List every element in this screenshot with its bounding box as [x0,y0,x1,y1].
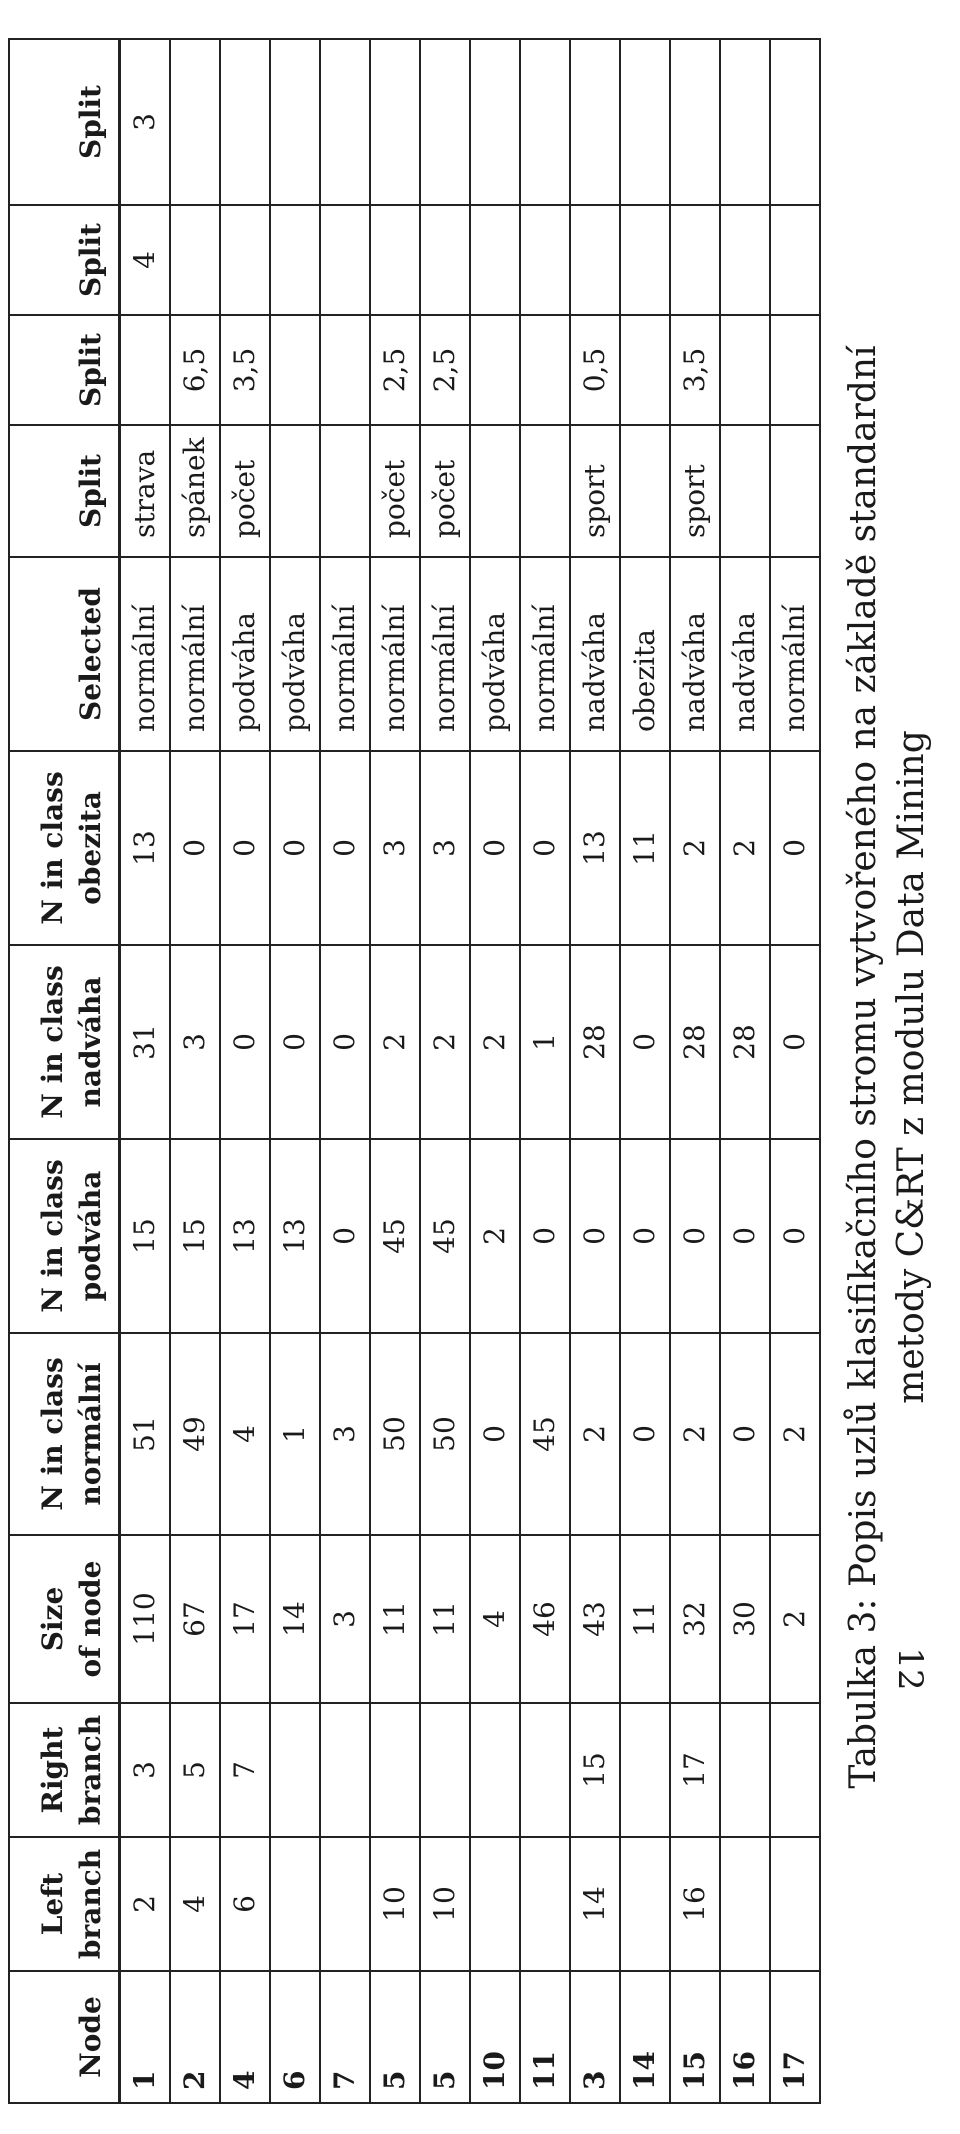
node-id-cell: 16 [720,1971,770,2103]
table-cell: 7 [220,1703,270,1837]
node-id-cell: 3 [570,1971,620,2103]
column-header-line-2: Split [74,85,107,160]
table-cell: 0 [270,751,320,945]
table-cell: 2 [570,1333,620,1535]
table-cell: 17 [220,1535,270,1703]
table-cell: 2,5 [370,315,420,425]
table-cell: 0 [270,945,320,1139]
table-cell: 0 [620,945,670,1139]
table-cell: 49 [170,1333,220,1535]
table-cell: 2 [770,1333,820,1535]
column-header-line-2: Split [74,333,107,408]
table-cell: 50 [370,1333,420,1535]
column-header-line-2: of node [74,1560,107,1678]
table-row [220,39,270,2103]
table-cell: 15 [570,1703,620,1837]
table-cell: 4 [220,1333,270,1535]
node-description-table [8,38,821,2104]
column-header [9,945,120,1139]
table-cell: 3 [420,751,470,945]
table-cell: 0 [570,1139,620,1333]
table-cell: 0 [520,751,570,945]
table-row [720,39,770,2103]
table-cell: 3 [120,39,171,205]
node-id-cell: 5 [420,1971,470,2103]
table-row [270,39,320,2103]
node-id-cell: 6 [270,1971,320,2103]
table-cell: 0 [720,1333,770,1535]
table-cell: 45 [370,1139,420,1333]
table-cell: 2 [770,1535,820,1703]
column-header [9,205,120,315]
table-cell [720,315,770,425]
table-cell: 14 [270,1535,320,1703]
table-cell: 0 [770,945,820,1139]
table-cell [770,425,820,557]
column-header-line-2: Node [74,1996,107,2078]
table-cell [620,315,670,425]
table-cell: 43 [570,1535,620,1703]
column-header [9,1971,120,2103]
table-row [670,39,720,2103]
table-cell [470,425,520,557]
table-cell [570,39,620,205]
table-cell: normální [120,557,171,751]
table-cell [670,39,720,205]
table-cell [470,1703,520,1837]
table-cell: 13 [570,751,620,945]
table-cell: 11 [620,751,670,945]
table-cell [620,205,670,315]
table-cell: 10 [420,1837,470,1971]
table-cell: 13 [120,751,171,945]
table-cell [470,205,520,315]
table-cell: 2 [420,945,470,1139]
table-row [570,39,620,2103]
table-cell: 14 [570,1837,620,1971]
table-cell: 2,5 [420,315,470,425]
table-cell: nadváha [570,557,620,751]
table-cell [520,205,570,315]
column-header-line-1: N in class [36,1159,69,1313]
table-cell: 110 [120,1535,171,1703]
table-cell: 28 [670,945,720,1139]
table-cell [470,1837,520,1971]
table-cell [520,39,570,205]
table-cell: 4 [120,205,171,315]
table-cell [620,425,670,557]
table-row [320,39,370,2103]
table-cell: 15 [170,1139,220,1333]
node-id-cell: 17 [770,1971,820,2103]
table-cell: 3 [320,1535,370,1703]
table-cell: 3,5 [220,315,270,425]
table-cell: podváha [270,557,320,751]
column-header-line-2: Split [74,223,107,298]
node-id-cell: 1 [120,1971,171,2103]
node-id-cell: 7 [320,1971,370,2103]
table-caption [840,0,936,2134]
table-cell [270,205,320,315]
column-header [9,751,120,945]
table-cell: 51 [120,1333,171,1535]
table-cell: 15 [120,1139,171,1333]
table-cell [420,1703,470,1837]
table-cell [570,205,620,315]
table-cell [220,39,270,205]
table-cell: podváha [470,557,520,751]
table-cell: 2 [670,1333,720,1535]
table-cell: počet [370,425,420,557]
page-number: 12 [890,1647,930,1691]
node-id-cell: 5 [370,1971,420,2103]
table-cell: 32 [670,1535,720,1703]
table-cell [470,39,520,205]
column-header [9,1703,120,1837]
table-cell: 0 [320,945,370,1139]
table-cell: 0 [670,1139,720,1333]
column-header-line-1: Right [36,1726,69,1814]
table-cell: sport [570,425,620,557]
node-id-cell: 15 [670,1971,720,2103]
column-header-line-2: branch [74,1848,107,1960]
table-cell: nadváha [720,557,770,751]
table-cell [270,39,320,205]
table-cell: 6 [220,1837,270,1971]
table-cell: 11 [370,1535,420,1703]
table-row [770,39,820,2103]
table-cell [770,1837,820,1971]
table-cell [270,1703,320,1837]
table-cell [120,315,171,425]
column-header-line-2: podváha [74,1170,107,1302]
column-header [9,425,120,557]
table-cell: 0 [770,1139,820,1333]
node-id-cell: 10 [470,1971,520,2103]
column-header [9,1139,120,1333]
table-cell: sport [670,425,720,557]
caption-line-2: metody C&RT z modulu Data Mining [891,730,932,1404]
table-cell: 10 [370,1837,420,1971]
column-header [9,315,120,425]
table-cell: 5 [170,1703,220,1837]
table-cell [320,425,370,557]
table-cell: 13 [220,1139,270,1333]
table-cell: 28 [720,945,770,1139]
table-cell: normální [770,557,820,751]
table-row [620,39,670,2103]
table-row [120,39,171,2103]
table-row [420,39,470,2103]
table-body [120,39,821,2103]
table-cell: 2 [470,1139,520,1333]
column-header [9,1333,120,1535]
table-cell [770,39,820,205]
table-cell: 3 [320,1333,370,1535]
table-cell [720,205,770,315]
table-cell: 2 [370,945,420,1139]
table-cell [520,315,570,425]
column-header-line-1: N in class [36,965,69,1119]
column-header-line-2: Selected [74,587,107,721]
column-header [9,1837,120,1971]
table-cell: 0 [620,1333,670,1535]
table-cell: 67 [170,1535,220,1703]
node-id-cell: 14 [620,1971,670,2103]
column-header-line-1: N in class [36,771,69,925]
table-cell: podváha [220,557,270,751]
table-cell: 0 [520,1139,570,1333]
caption-line-1: Tabulka 3: Popis uzlů klasifikačního stromu vytvořeného na základě standardní [843,345,884,1789]
table-row [370,39,420,2103]
table-cell: nadváha [670,557,720,751]
table-cell [320,1703,370,1837]
table-row [170,39,220,2103]
table-cell [320,315,370,425]
table-cell [420,205,470,315]
table-cell: 17 [670,1703,720,1837]
table-cell: 4 [470,1535,520,1703]
table-cell [220,205,270,315]
table-cell: normální [520,557,570,751]
table-cell: 3,5 [670,315,720,425]
table-cell [520,1703,570,1837]
table-cell [370,1703,420,1837]
table-cell: 1 [270,1333,320,1535]
table-cell: počet [420,425,470,557]
table-cell [720,39,770,205]
table-cell [320,39,370,205]
table-cell [770,205,820,315]
column-header-line-2: Split [74,454,107,529]
table-cell: 2 [120,1837,171,1971]
table-cell: normální [370,557,420,751]
column-header-line-1: Left [36,1872,69,1936]
table-cell: 45 [420,1139,470,1333]
table-cell [720,425,770,557]
table-cell: 1 [520,945,570,1139]
table-cell: normální [320,557,370,751]
table-cell: 0 [320,751,370,945]
table-cell: strava [120,425,171,557]
table-cell: 0,5 [570,315,620,425]
column-header-line-1: N in class [36,1357,69,1511]
table-cell: 11 [420,1535,470,1703]
table-cell: 0 [770,751,820,945]
table-cell [520,425,570,557]
table-cell [620,1703,670,1837]
column-header-line-1: Size [36,1586,69,1652]
table-cell: 46 [520,1535,570,1703]
table-cell: 3 [170,945,220,1139]
column-header-line-2: normální [74,1362,107,1506]
column-header-line-2: nadváha [74,976,107,1108]
table-cell: 3 [370,751,420,945]
table-header-row [9,39,120,2103]
table-cell: 0 [320,1139,370,1333]
node-id-cell: 2 [170,1971,220,2103]
table-cell: 0 [720,1139,770,1333]
table-row [520,39,570,2103]
table-cell [370,39,420,205]
table-cell [420,39,470,205]
table-cell [170,205,220,315]
table-cell: 2 [720,751,770,945]
table-cell: 0 [470,751,520,945]
table-cell: 45 [520,1333,570,1535]
table-cell: 0 [620,1139,670,1333]
table-cell: 6,5 [170,315,220,425]
table-cell [770,315,820,425]
table-cell: 4 [170,1837,220,1971]
column-header-line-2: obezita [74,791,107,905]
table-cell: 30 [720,1535,770,1703]
table-cell: 0 [470,1333,520,1535]
table-cell: 2 [670,751,720,945]
table-cell [720,1837,770,1971]
table-cell [320,205,370,315]
table-cell: 2 [470,945,520,1139]
table-cell: normální [170,557,220,751]
table-cell: 11 [620,1535,670,1703]
table-cell [720,1703,770,1837]
node-id-cell: 4 [220,1971,270,2103]
table-cell: spánek [170,425,220,557]
table-cell: 0 [170,751,220,945]
table-cell: 31 [120,945,171,1139]
column-header [9,39,120,205]
table-cell [470,315,520,425]
table-cell: 16 [670,1837,720,1971]
table-cell: 13 [270,1139,320,1333]
column-header [9,1535,120,1703]
table-cell: 3 [120,1703,171,1837]
table-row [470,39,520,2103]
table-cell: 28 [570,945,620,1139]
table-cell [620,1837,670,1971]
table-cell [370,205,420,315]
table-cell [620,39,670,205]
table-cell [170,39,220,205]
table-cell: 0 [220,945,270,1139]
table-cell [270,1837,320,1971]
table-cell [270,425,320,557]
table-cell: 0 [220,751,270,945]
table-cell: 50 [420,1333,470,1535]
table-cell: obezita [620,557,670,751]
table-cell: počet [220,425,270,557]
table-cell [770,1703,820,1837]
node-id-cell: 11 [520,1971,570,2103]
table-cell [270,315,320,425]
table-cell [520,1837,570,1971]
column-header [9,557,120,751]
table-cell [670,205,720,315]
table-cell [320,1837,370,1971]
column-header-line-2: branch [74,1714,107,1826]
table-cell: normální [420,557,470,751]
